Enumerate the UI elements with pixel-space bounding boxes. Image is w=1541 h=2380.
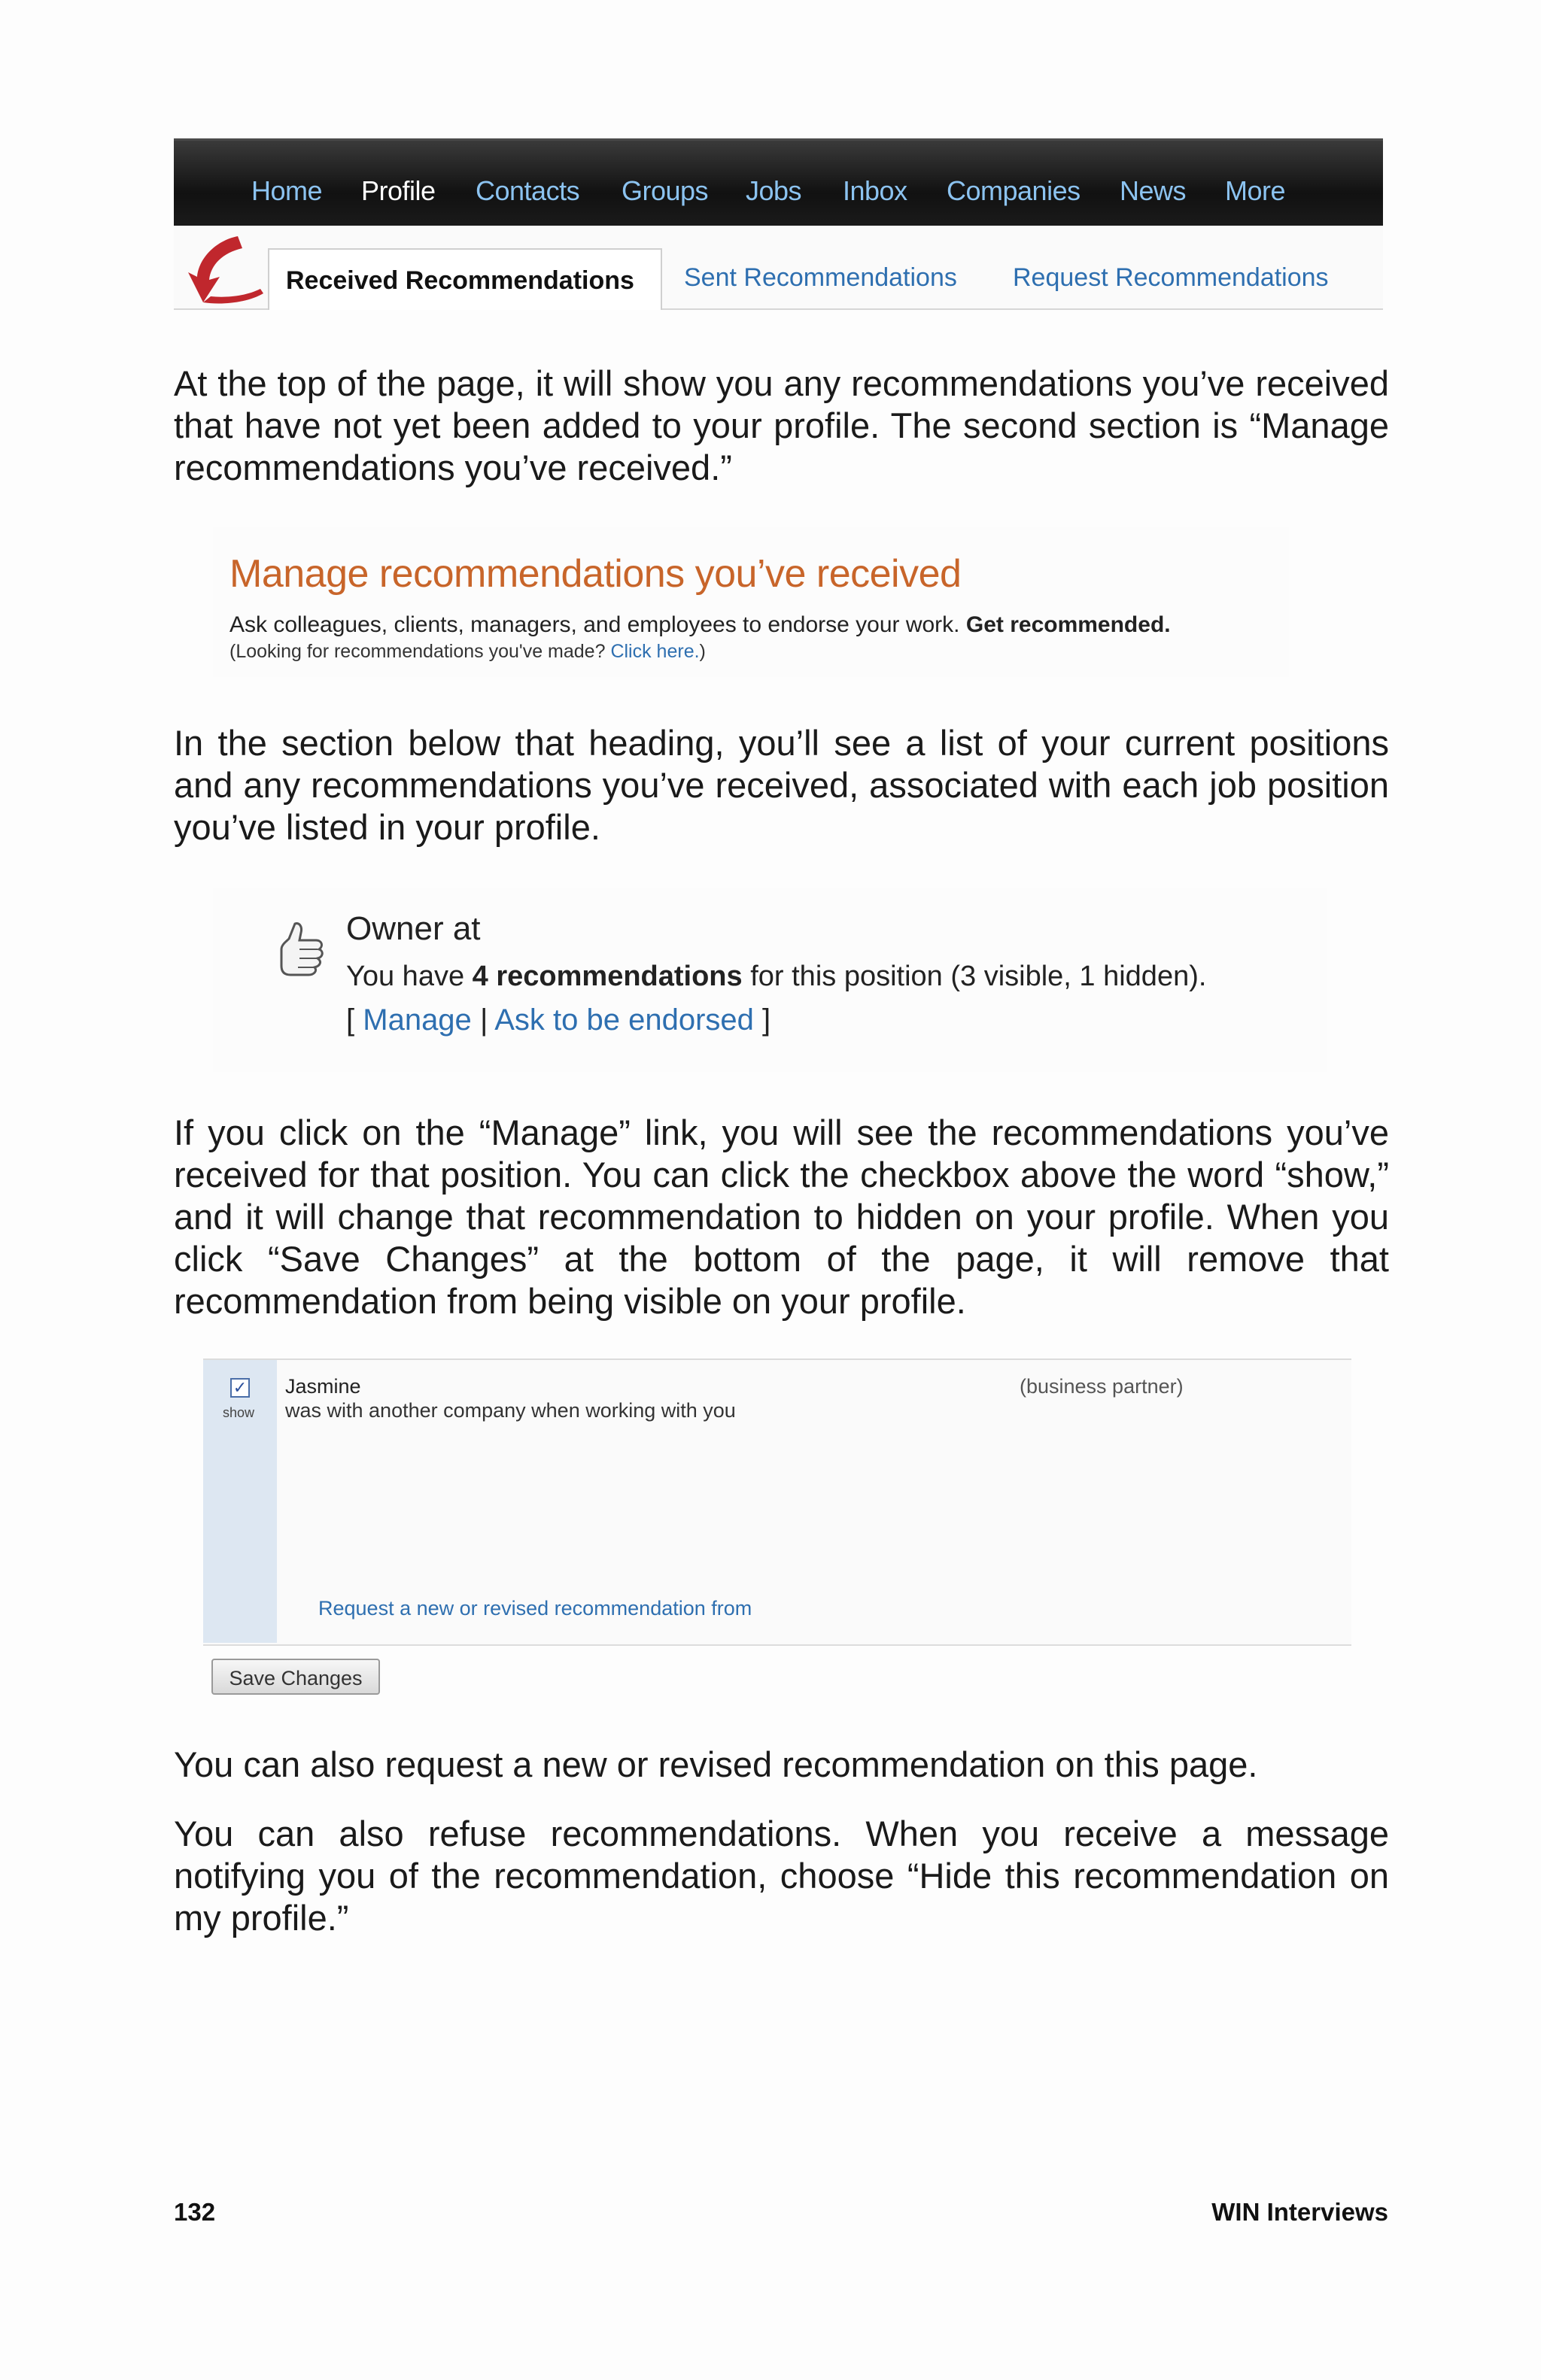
nav-item-groups[interactable]: Groups: [622, 175, 709, 206]
recommendation-sidebar: [203, 1360, 277, 1643]
manage-note-text: (Looking for recommendations you've made?: [229, 641, 606, 662]
recommendation-count: 4 recommendations: [472, 961, 743, 992]
manage-note-close: ): [699, 641, 706, 662]
position-summary: [346, 961, 1206, 993]
tab-sent-recommendations[interactable]: Sent Recommendations: [684, 263, 957, 292]
bracket-open: [: [346, 1003, 355, 1037]
manage-subtitle-text: Ask colleagues, clients, managers, and employees to endorse your work.: [229, 612, 960, 637]
nav-item-contacts[interactable]: Contacts: [476, 175, 580, 206]
save-changes-button[interactable]: Save Changes: [211, 1659, 380, 1695]
link-separator: |: [479, 1003, 488, 1037]
curved-arrow-icon: [185, 230, 268, 313]
paragraph-1: At the top of the page, it will show you any recommendations you’ve received that have not yet been added to your profile. The second section is “Manage recommendations you’ve received.”: [174, 363, 1389, 487]
tab-received-recommendations[interactable]: [268, 248, 662, 310]
position-text-prefix: You have: [346, 961, 465, 992]
book-title: WIN Interviews: [1211, 2198, 1388, 2226]
paragraph-2: In the section below that heading, you’ll see a list of your current positions and any recommendations you’ve received, associated with each job position you’ve listed in your profile.: [174, 723, 1389, 847]
nav-item-profile[interactable]: Profile: [361, 175, 436, 206]
nav-item-home[interactable]: Home: [251, 175, 323, 206]
nav-item-companies[interactable]: Companies: [947, 175, 1081, 206]
tab-request-recommendations[interactable]: Request Recommendations: [1013, 263, 1329, 292]
bracket-close: ]: [762, 1003, 771, 1037]
manage-title: Manage recommendations you’ve received: [229, 552, 962, 596]
manage-link[interactable]: Manage: [363, 1003, 472, 1037]
show-label: show: [223, 1405, 255, 1420]
manage-note: [229, 641, 706, 663]
position-text-suffix: for this position (3 visible, 1 hidden).: [750, 961, 1207, 992]
paragraph-4: You can also request a new or revised recommendation on this page.: [174, 1744, 1258, 1784]
page-number: 132: [174, 2198, 216, 2226]
recommender-role: (business partner): [1020, 1375, 1184, 1398]
show-checkbox[interactable]: ✓: [230, 1378, 250, 1398]
ask-to-be-endorsed-link[interactable]: Ask to be endorsed: [494, 1003, 754, 1037]
position-links: [346, 1003, 770, 1037]
nav-item-more[interactable]: More: [1225, 175, 1286, 206]
recommender-name: Jasmine: [285, 1375, 361, 1398]
paragraph-5: You can also refuse recommendations. When you receive a message notifying you of the recommendation, choose “Hide this recommendation on my profile.”: [174, 1814, 1389, 1938]
nav-item-news[interactable]: News: [1120, 175, 1187, 206]
recommendation-description: was with another company when working with you: [285, 1399, 736, 1422]
manage-subtitle: [229, 612, 1171, 638]
position-title: Owner at: [346, 910, 481, 947]
top-navigation-bar: [174, 138, 1383, 228]
get-recommended-link[interactable]: Get recommended.: [965, 612, 1171, 637]
paragraph-3: If you click on the “Manage” link, you will see the recommendations you’ve received for that position. You can click the checkbox above the word “show,” and it will change that recommendation to hidden on your profile. When you click “Save Changes” at the bottom of the page, it will remove that recommendation from being visible on your profile.: [174, 1113, 1389, 1321]
request-revised-recommendation-link[interactable]: Request a new or revised recommendation from: [318, 1597, 752, 1620]
click-here-link[interactable]: Click here.: [610, 641, 700, 662]
nav-item-inbox[interactable]: Inbox: [843, 175, 907, 206]
nav-item-jobs[interactable]: Jobs: [746, 175, 802, 206]
thumbs-up-icon: [274, 919, 327, 976]
tab-label: Received Recommendations: [286, 266, 634, 295]
